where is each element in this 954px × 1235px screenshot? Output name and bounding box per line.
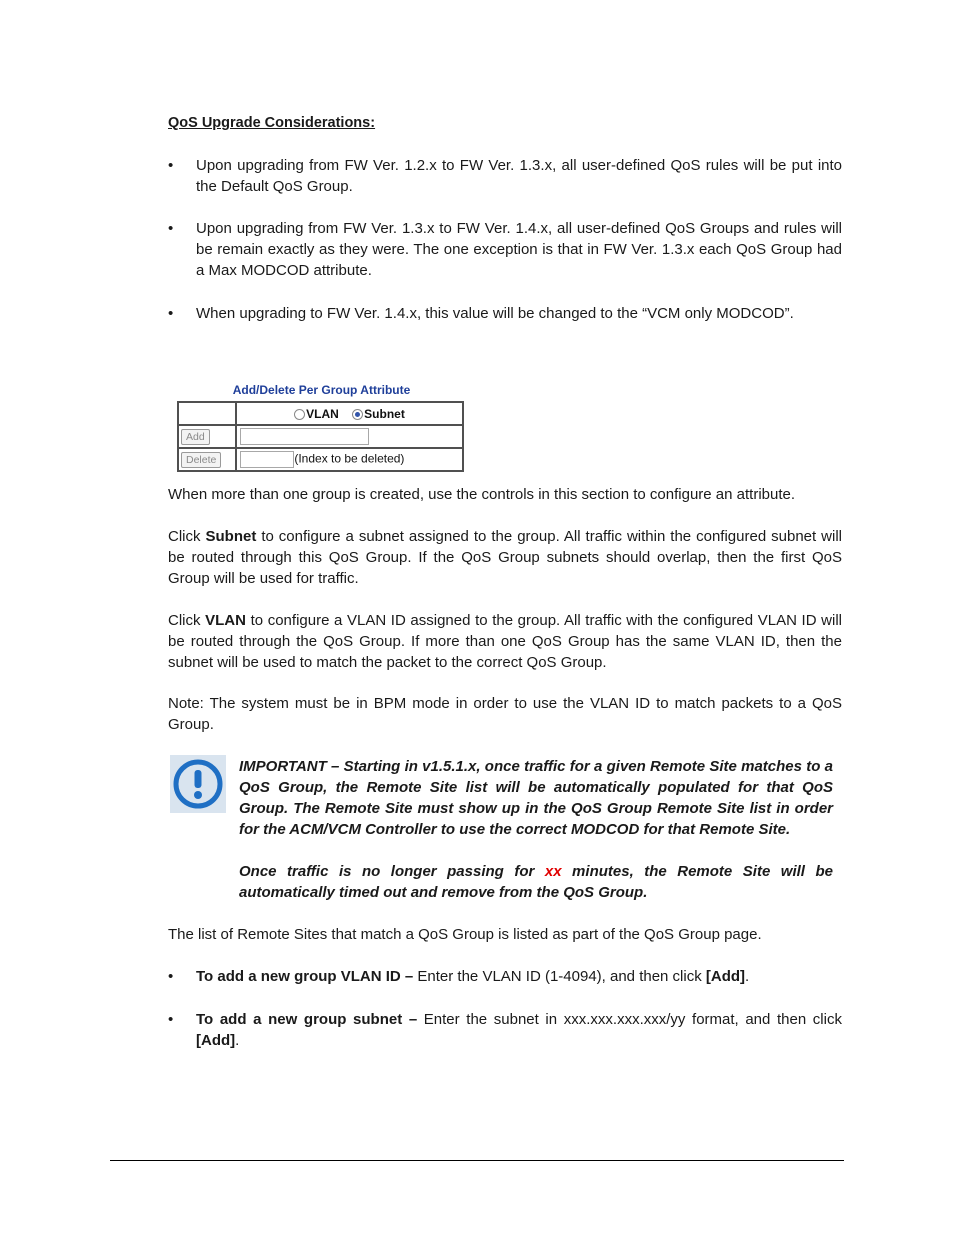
important-note-2 [239, 861, 833, 903]
section-heading: QoS Upgrade Considerations: [168, 115, 376, 131]
delete-hint: (Index to be deleted) [294, 451, 405, 466]
subnet-radio[interactable] [352, 409, 363, 420]
paragraph [168, 610, 842, 673]
bullet-plain: Enter the VLAN ID (1-4094), and then click [417, 968, 706, 985]
important-note: IMPORTANT – Starting in v1.5.1.x, once traffic for a given Remote Site matches to a QoS Group, the Remote Site list will be automatically populated for that QoS Group. The Remote Site must show up in the QoS Group Remote Site list in order for the ACM/VCM Controller to use the correct MODCOD for that Remote Site. [239, 758, 833, 838]
widget-title: Add/Delete Per Group Attribute [232, 383, 411, 397]
para-bold: Subnet [205, 528, 257, 545]
group-attribute-widget [171, 383, 472, 476]
bullet-dot: • [168, 1011, 174, 1028]
bullet-bold: [Add] [705, 968, 746, 985]
paragraph: Note: The system must be in BPM mode in order to use the VLAN ID to match packets to a QoS Group. [168, 695, 842, 733]
attribute-input[interactable] [240, 428, 369, 445]
important-icon [170, 755, 226, 813]
paragraph: When more than one group is created, use the controls in this section to configure an attribute. [168, 486, 796, 503]
para-text: to configure a VLAN ID assigned to the group. All traffic with the configured VLAN ID will be routed through the QoS Group. If more than one QoS Group has the same VLAN ID, then the subnet will be used to match the packet to the correct QoS Group. [168, 612, 842, 671]
list-item [168, 218, 842, 281]
add-button[interactable]: Add [181, 429, 210, 445]
vlan-radio-label: VLAN [306, 406, 339, 421]
bullet-dot: • [168, 968, 174, 985]
footer-divider [110, 1160, 844, 1161]
bullet-dot: • [168, 305, 174, 322]
list-item [168, 155, 842, 197]
para-text: Click [168, 612, 206, 629]
bullet-plain: . [745, 968, 750, 985]
list-item [168, 966, 842, 987]
index-input[interactable] [240, 451, 294, 468]
bullet-dot: • [168, 220, 174, 237]
bullet-text [196, 966, 842, 987]
vlan-radio[interactable] [294, 409, 305, 420]
paragraph [168, 526, 842, 589]
bullet-text: When upgrading to FW Ver. 1.4.x, this value will be changed to the “VCM only MODCOD”. [196, 305, 794, 322]
note-red-text: xx [544, 863, 562, 880]
subnet-radio-label: Subnet [364, 406, 405, 421]
bullet-bold: To add a new group subnet – [196, 1011, 424, 1028]
list-item [168, 1009, 842, 1051]
bullet-dot: • [168, 157, 174, 174]
para-text: Click [168, 528, 206, 545]
bullet-bold: To add a new group VLAN ID – [196, 968, 418, 985]
note-text: minutes, the Remote Site will be automatically timed out and remove from the QoS Group. [239, 863, 833, 901]
bullet-plain: . [235, 1032, 240, 1049]
bullet-plain: Enter the subnet in xxx.xxx.xxx.xxx/yy format, and then click [423, 1011, 842, 1028]
bullet-bold: [Add] [196, 1032, 236, 1049]
paragraph: The list of Remote Sites that match a QoS Group is listed as part of the QoS Group page. [168, 926, 762, 943]
exclamation-icon [170, 755, 226, 813]
para-text: to configure a subnet assigned to the group. All traffic within the configured subnet will be routed through this QoS Group. If the QoS Group subnets should overlap, then the first QoS Group will be used for traffic. [168, 528, 842, 587]
delete-button[interactable]: Delete [181, 452, 221, 468]
list-item [168, 303, 842, 324]
bullet-text: Upon upgrading from FW Ver. 1.2.x to FW Ver. 1.3.x, all user-defined QoS rules will be put into the Default QoS Group. [196, 157, 842, 195]
bullet-text: Upon upgrading from FW Ver. 1.3.x to FW Ver. 1.4.x, all user-defined QoS Groups and rules will be remain exactly as they were. The one exception is that in FW Ver. 1.3.x each QoS Group had a Max MODCOD attribute. [196, 220, 842, 279]
note-text: Once traffic is no longer passing for [239, 863, 545, 880]
bullet-text [196, 1009, 842, 1051]
para-bold: VLAN [205, 612, 246, 629]
attribute-table [177, 401, 464, 472]
